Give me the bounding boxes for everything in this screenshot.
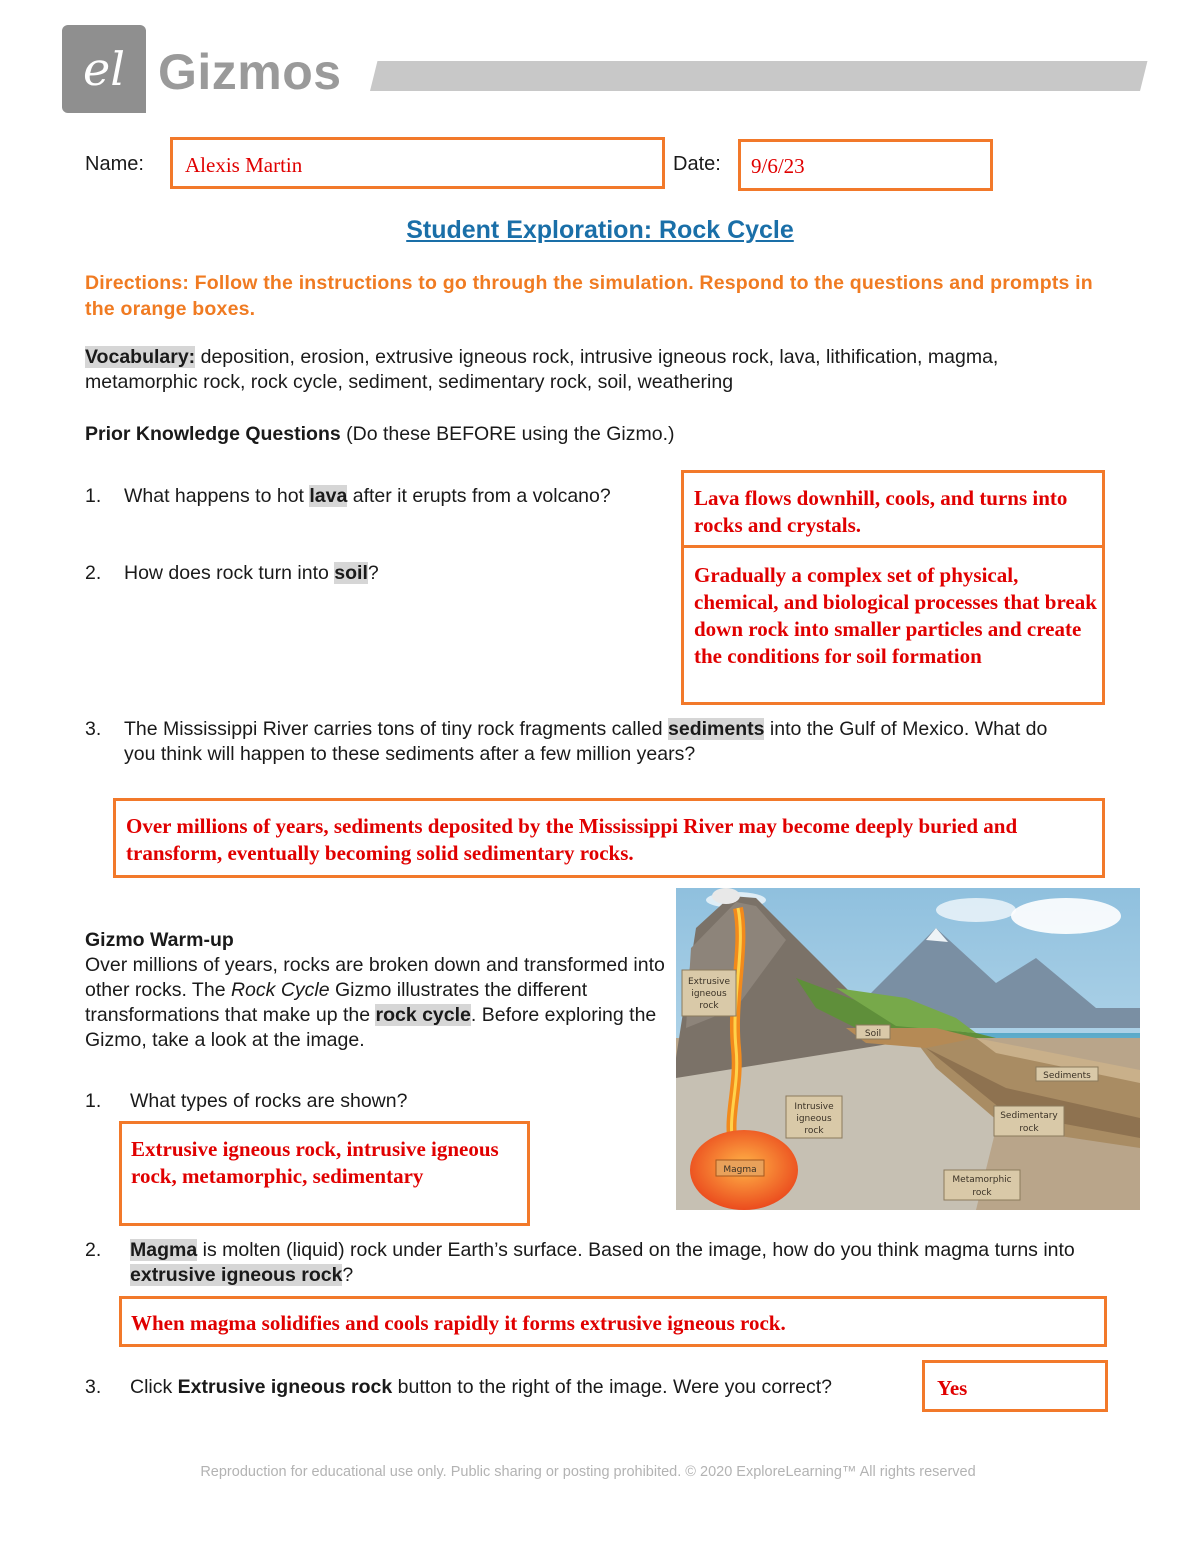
label-soil: Soil — [864, 1029, 882, 1039]
svg-text:rock: rock — [804, 1126, 824, 1136]
label-magma: Magma — [723, 1165, 757, 1175]
footer-copyright: Reproduction for educational use only. Public sharing or posting prohibited. © 2020 ExploreLearning™ All rights reserved — [200, 1464, 976, 1480]
warmup-q1-number: 1. — [85, 1090, 102, 1112]
name-label: Name: — [85, 153, 144, 175]
prior-q3-text: The Mississippi River carries tons of tiny rock fragments called sediments into the Gulf of Mexico. What do you think will happen to these sediments after a few million years? — [124, 718, 1048, 765]
page-title: Student Exploration: Rock Cycle — [406, 216, 794, 244]
svg-text:igneous: igneous — [691, 989, 727, 999]
label-sedimentary: Sedimentary — [1000, 1111, 1058, 1121]
vocabulary-text: deposition, erosion, extrusive igneous rock, intrusive igneous rock, lava, lithification, magma, metamorphic rock, rock cycle, sediment, sedimentary rock, soil, weathering — [85, 346, 999, 393]
prior-q2-text: How does rock turn into soil? — [124, 562, 379, 584]
date-field[interactable] — [738, 139, 993, 191]
label-metamorphic: Metamorphic — [952, 1175, 1012, 1185]
svg-text:rock: rock — [972, 1188, 992, 1198]
directions: Directions: Follow the instructions to go through the simulation. Respond to the questions and prompts in the orange boxes. — [85, 272, 1093, 320]
prior-q1-answer-box[interactable] — [681, 470, 1105, 548]
prior-q2-answer-box[interactable] — [681, 545, 1105, 705]
warmup-q3-answer-box[interactable] — [922, 1360, 1108, 1412]
prior-q3-number: 3. — [85, 718, 102, 740]
date-value: 9/6/23 — [751, 154, 805, 178]
prior-q3-answer-box[interactable] — [113, 798, 1105, 878]
prior-q2-number: 2. — [85, 562, 102, 584]
header-bar — [370, 61, 1147, 91]
warmup-q1-text: What types of rocks are shown? — [130, 1090, 408, 1112]
warmup-q1-answer-box[interactable] — [119, 1121, 530, 1226]
svg-text:rock: rock — [699, 1001, 719, 1011]
name-value: Alexis Martin — [185, 153, 303, 177]
vocabulary — [85, 345, 1115, 395]
rock-cycle-image — [676, 888, 1140, 1210]
warmup-q2-number: 2. — [85, 1239, 102, 1261]
prior-q1-text: What happens to hot lava after it erupts from a volcano? — [124, 485, 611, 507]
warmup-q2-answer-box[interactable] — [119, 1296, 1107, 1347]
svg-text:rock: rock — [1019, 1124, 1039, 1134]
warmup-q2-answer: When magma solidifies and cools rapidly it forms extrusive igneous rock. — [131, 1311, 786, 1335]
date-label: Date: — [673, 153, 721, 175]
brand-title: Gizmos — [158, 44, 342, 100]
label-sediments: Sediments — [1043, 1071, 1091, 1081]
label-intrusive: Intrusive — [794, 1102, 834, 1112]
warmup-q3-answer: Yes — [937, 1376, 968, 1400]
warmup-q1-answer: Extrusive igneous rock, intrusive igneous rock, metamorphic, sedimentary — [131, 1137, 499, 1188]
label-extrusive: Extrusive — [688, 977, 730, 987]
warmup-heading: Gizmo Warm-up — [85, 929, 234, 951]
prior-knowledge-heading: Prior Knowledge Questions (Do these BEFORE using the Gizmo.) — [85, 423, 675, 445]
warmup-q2-text: Magma is molten (liquid) rock under Earth’s surface. Based on the image, how do you think magma turns into extrusive igneous rock? — [130, 1239, 1075, 1286]
rock-cycle-diagram — [676, 888, 1140, 1210]
name-field[interactable] — [170, 137, 665, 189]
prior-q3-answer: Over millions of years, sediments deposited by the Mississippi River may become deeply buried and transform, eventually becoming solid sedimentary rocks. — [126, 814, 1018, 865]
vocabulary-label: Vocabulary: — [85, 346, 196, 368]
warmup-q3-text: Click Extrusive igneous rock button to the right of the image. Were you correct? — [130, 1376, 832, 1398]
explorelearning-logo-icon: el — [83, 42, 125, 96]
warmup-intro: Over millions of years, rocks are broken down and transformed into other rocks. The Rock Cycle Gizmo illustrates the different transformations that make up the rock cycle. Before exploring the Gizmo, take a look at the image. — [85, 954, 665, 1051]
warmup-q3-number: 3. — [85, 1376, 102, 1398]
prior-q1-number: 1. — [85, 485, 102, 507]
svg-text:igneous: igneous — [796, 1114, 832, 1124]
prior-q1-answer: Lava flows downhill, cools, and turns into rocks and crystals. — [694, 486, 1068, 537]
prior-q2-answer: Gradually a complex set of physical, chemical, and biological processes that break down rock into smaller particles and create the conditions for soil formation — [694, 563, 1097, 668]
